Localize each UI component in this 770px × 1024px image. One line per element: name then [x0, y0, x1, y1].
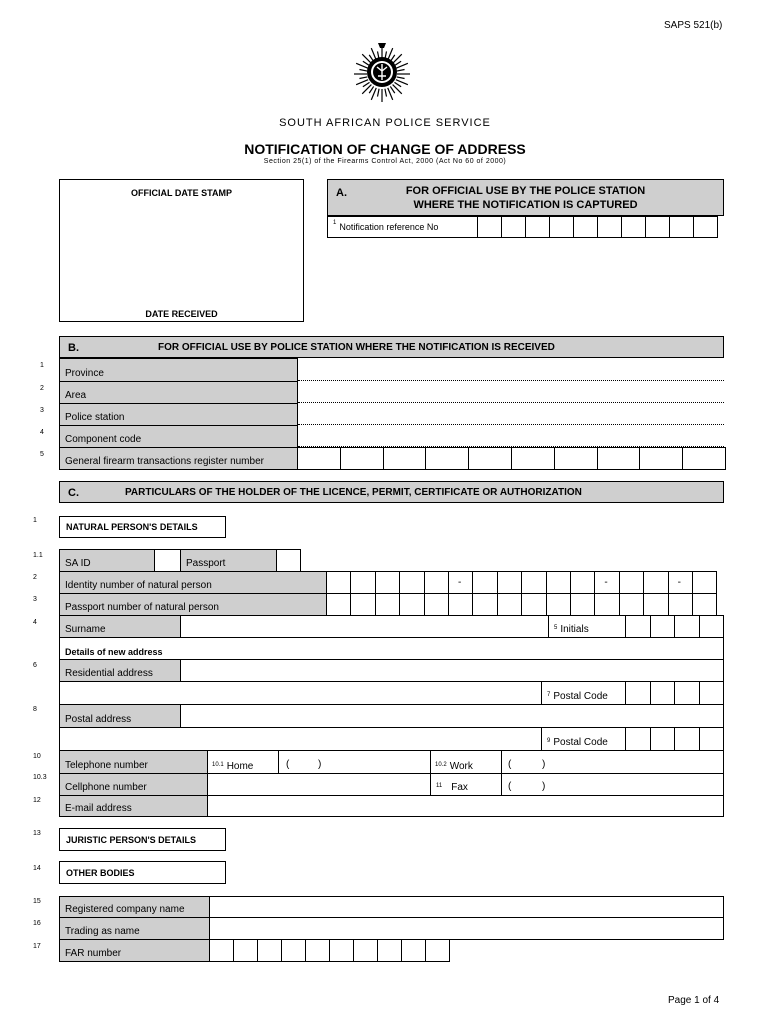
- notification-reference-cell[interactable]: [477, 216, 502, 238]
- residential-address-label: Residential address: [59, 659, 181, 682]
- postal-postal-code-cell[interactable]: [650, 727, 676, 751]
- far-number-cell[interactable]: [305, 939, 330, 962]
- identity-number-separator: -: [677, 577, 681, 588]
- trading-as-label: Trading as name: [59, 917, 210, 940]
- work-label: 10.2 Work: [435, 761, 473, 772]
- date-stamp-box[interactable]: [59, 179, 304, 322]
- passport-number-cell[interactable]: [326, 593, 351, 616]
- register-number-cell[interactable]: [340, 447, 384, 470]
- section-b-row-label: General firearm transactions register number: [59, 447, 298, 470]
- home-paren-open: (: [286, 759, 290, 770]
- identity-number-cell[interactable]: [350, 571, 375, 594]
- notification-reference-cell[interactable]: [693, 216, 718, 238]
- identity-number-cell[interactable]: [375, 571, 400, 594]
- postal-address-field-2[interactable]: [59, 727, 542, 751]
- surname-num: 4: [33, 619, 37, 626]
- initials-cell[interactable]: [674, 615, 700, 638]
- residential-postal-code-cell[interactable]: [625, 681, 651, 705]
- passport-number-cell[interactable]: [619, 593, 644, 616]
- register-number-cell[interactable]: [597, 447, 641, 470]
- notification-reference-cell[interactable]: [501, 216, 526, 238]
- notification-reference-cell[interactable]: [573, 216, 598, 238]
- surname-field[interactable]: [180, 615, 549, 638]
- passport-number-cell[interactable]: [546, 593, 571, 616]
- register-number-cell[interactable]: [468, 447, 512, 470]
- passport-number-cell[interactable]: [448, 593, 473, 616]
- passport-checkbox[interactable]: [276, 549, 301, 572]
- telephone-num: 10: [33, 753, 41, 760]
- identity-number-cell[interactable]: [326, 571, 351, 594]
- identity-number-cell[interactable]: [497, 571, 522, 594]
- section-a-title-1: FOR OFFICIAL USE BY THE POLICE STATION: [405, 185, 646, 197]
- identity-number-cell[interactable]: [399, 571, 424, 594]
- juristic-person-details-label: JURISTIC PERSON'S DETAILS: [59, 828, 226, 851]
- email-label: E-mail address: [59, 795, 208, 817]
- passport-number-cell[interactable]: [521, 593, 546, 616]
- section-b-row-num: 2: [40, 385, 44, 392]
- identity-number-cell[interactable]: [619, 571, 644, 594]
- notification-reference-cell[interactable]: [549, 216, 574, 238]
- natural-person-details-label: NATURAL PERSON'S DETAILS: [59, 516, 226, 538]
- cellphone-field[interactable]: [207, 773, 431, 796]
- register-number-cell[interactable]: [554, 447, 598, 470]
- initials-cell[interactable]: [625, 615, 651, 638]
- juristic-num: 13: [33, 830, 41, 837]
- identity-number-label: Identity number of natural person: [59, 571, 327, 594]
- passport-number-cell[interactable]: [424, 593, 449, 616]
- section-b-row-num: 3: [40, 407, 44, 414]
- identity-number-cell[interactable]: [570, 571, 595, 594]
- far-number-cell[interactable]: [401, 939, 426, 962]
- identity-number-cell[interactable]: [546, 571, 571, 594]
- page-number: Page 1 of 4: [668, 995, 720, 1006]
- section-b-row-num: 1: [40, 362, 44, 369]
- section-b-title: FOR OFFICIAL USE BY POLICE STATION WHERE THE NOTIFICATION IS RECEIVED: [158, 342, 555, 353]
- far-number-cell[interactable]: [353, 939, 378, 962]
- notification-reference-cell[interactable]: [645, 216, 670, 238]
- section-a-letter: A.: [336, 187, 347, 199]
- passport-number-label: Passport number of natural person: [59, 593, 327, 616]
- cellphone-label: Cellphone number: [59, 773, 208, 796]
- passport-number-cell[interactable]: [375, 593, 400, 616]
- fax-paren-close: ): [542, 781, 546, 792]
- form-code: SAPS 521(b): [664, 20, 723, 31]
- notification-reference-cell[interactable]: [621, 216, 646, 238]
- email-field[interactable]: [207, 795, 724, 817]
- registered-company-field[interactable]: [209, 896, 724, 918]
- telephone-label: Telephone number: [59, 750, 208, 774]
- notification-reference-cell[interactable]: [669, 216, 694, 238]
- register-number-cell[interactable]: [425, 447, 469, 470]
- passport-number-cell[interactable]: [668, 593, 693, 616]
- residential-address-field-2[interactable]: [59, 681, 542, 705]
- notification-reference-label: 1 Notification reference No: [327, 216, 478, 238]
- register-number-cell[interactable]: [511, 447, 555, 470]
- passport-number-cell[interactable]: [472, 593, 497, 616]
- identity-number-separator: -: [458, 577, 462, 588]
- far-number-cell[interactable]: [257, 939, 282, 962]
- residential-postal-code-cell[interactable]: [674, 681, 700, 705]
- passport-label: Passport: [180, 549, 277, 572]
- home-paren-close: ): [318, 759, 322, 770]
- section-a-title-2: WHERE THE NOTIFICATION IS CAPTURED: [413, 199, 638, 211]
- passport-num: 3: [33, 596, 37, 603]
- surname-label: Surname: [59, 615, 181, 638]
- section-b-row-label: Area: [59, 381, 298, 404]
- residential-postal-code-cell[interactable]: [699, 681, 725, 705]
- postal-postal-code-cell[interactable]: [699, 727, 725, 751]
- date-received-label: DATE RECEIVED: [145, 309, 218, 319]
- initials-cell[interactable]: [699, 615, 725, 638]
- home-label: 10.1 Home: [212, 761, 254, 772]
- identity-number-separator: -: [604, 577, 608, 588]
- form-subtitle: Section 25(1) of the Firearms Control Act, 2000 (Act No 60 of 2000): [263, 158, 507, 165]
- initials-label: 5 Initials: [548, 615, 626, 638]
- postal-postal-code-cell[interactable]: [674, 727, 700, 751]
- trading-as-field[interactable]: [209, 917, 724, 940]
- identity-number-cell[interactable]: [521, 571, 546, 594]
- trading-num: 16: [33, 920, 41, 927]
- identity-number-cell[interactable]: [692, 571, 717, 594]
- notification-reference-cell[interactable]: [597, 216, 622, 238]
- register-number-cell[interactable]: [297, 447, 341, 470]
- work-paren-open: (: [508, 759, 512, 770]
- cellphone-num: 10.3: [33, 774, 47, 781]
- saps-emblem-icon: [352, 38, 412, 106]
- organisation-name: SOUTH AFRICAN POLICE SERVICE: [279, 117, 491, 129]
- section-b-header: [59, 336, 724, 358]
- postal-address-field[interactable]: [180, 704, 724, 728]
- far-num: 17: [33, 943, 41, 950]
- postal-num: 8: [33, 706, 37, 713]
- passport-number-cell[interactable]: [570, 593, 595, 616]
- far-number-cell[interactable]: [425, 939, 450, 962]
- email-num: 12: [33, 797, 41, 804]
- date-stamp-label: OFFICIAL DATE STAMP: [131, 188, 232, 198]
- section-b-row-field[interactable]: [298, 424, 724, 425]
- work-phone-field[interactable]: [501, 750, 724, 774]
- fax-paren-open: (: [508, 781, 512, 792]
- section-c-title: PARTICULARS OF THE HOLDER OF THE LICENCE, PERMIT, CERTIFICATE OR AUTHORIZATION: [125, 487, 582, 498]
- section-c-header: [59, 481, 724, 503]
- postal-postal-code-cell[interactable]: [625, 727, 651, 751]
- passport-number-cell[interactable]: [497, 593, 522, 616]
- section-b-row-label: Component code: [59, 425, 298, 448]
- section-b-letter: B.: [68, 342, 79, 354]
- sa-id-label: SA ID: [59, 549, 155, 572]
- details-new-address-label: Details of new address: [59, 637, 724, 660]
- other-bodies-label: OTHER BODIES: [59, 861, 226, 884]
- far-number-cell[interactable]: [233, 939, 258, 962]
- residential-postal-code-cell[interactable]: [650, 681, 676, 705]
- register-number-cell[interactable]: [639, 447, 683, 470]
- identity-num: 2: [33, 574, 37, 581]
- residential-address-field[interactable]: [180, 659, 724, 682]
- far-number-cell[interactable]: [281, 939, 306, 962]
- identity-number-cell[interactable]: [472, 571, 497, 594]
- passport-number-cell[interactable]: [692, 593, 717, 616]
- passport-number-cell[interactable]: [350, 593, 375, 616]
- identity-number-cell[interactable]: [424, 571, 449, 594]
- notification-reference-cell[interactable]: [525, 216, 550, 238]
- section-b-row-num: 4: [40, 429, 44, 436]
- section-b-row-num: 5: [40, 451, 44, 458]
- sa-id-checkbox[interactable]: [154, 549, 181, 572]
- passport-number-cell[interactable]: [399, 593, 424, 616]
- section-b-row-field[interactable]: [298, 402, 724, 403]
- passport-number-cell[interactable]: [594, 593, 619, 616]
- section-b-row-label: Province: [59, 358, 298, 382]
- initials-cell[interactable]: [650, 615, 676, 638]
- postal-postal-code-label: 9 Postal Code: [541, 727, 626, 751]
- section-c-letter: C.: [68, 487, 79, 499]
- residential-num: 6: [33, 662, 37, 669]
- section-b-row-field[interactable]: [298, 380, 724, 381]
- identity-number-cell[interactable]: [643, 571, 668, 594]
- section-b-row-label: Police station: [59, 403, 298, 426]
- far-number-label: FAR number: [59, 939, 210, 962]
- register-number-cell[interactable]: [682, 447, 726, 470]
- other-bodies-num: 14: [33, 865, 41, 872]
- fax-label: 11 Fax: [430, 773, 502, 796]
- home-phone-field[interactable]: [278, 750, 431, 774]
- fax-field[interactable]: [501, 773, 724, 796]
- far-number-cell[interactable]: [209, 939, 234, 962]
- work-paren-close: ): [542, 759, 546, 770]
- form-title: NOTIFICATION OF CHANGE OF ADDRESS: [244, 141, 526, 157]
- far-number-cell[interactable]: [329, 939, 354, 962]
- residential-postal-code-label: 7 Postal Code: [541, 681, 626, 705]
- far-number-cell[interactable]: [377, 939, 402, 962]
- postal-address-label: Postal address: [59, 704, 181, 728]
- register-number-cell[interactable]: [383, 447, 427, 470]
- natural-person-num: 1: [33, 517, 37, 524]
- company-num: 15: [33, 898, 41, 905]
- section-a-header: [327, 179, 724, 216]
- registered-company-label: Registered company name: [59, 896, 210, 918]
- passport-number-cell[interactable]: [643, 593, 668, 616]
- id-type-num: 1.1: [33, 552, 43, 559]
